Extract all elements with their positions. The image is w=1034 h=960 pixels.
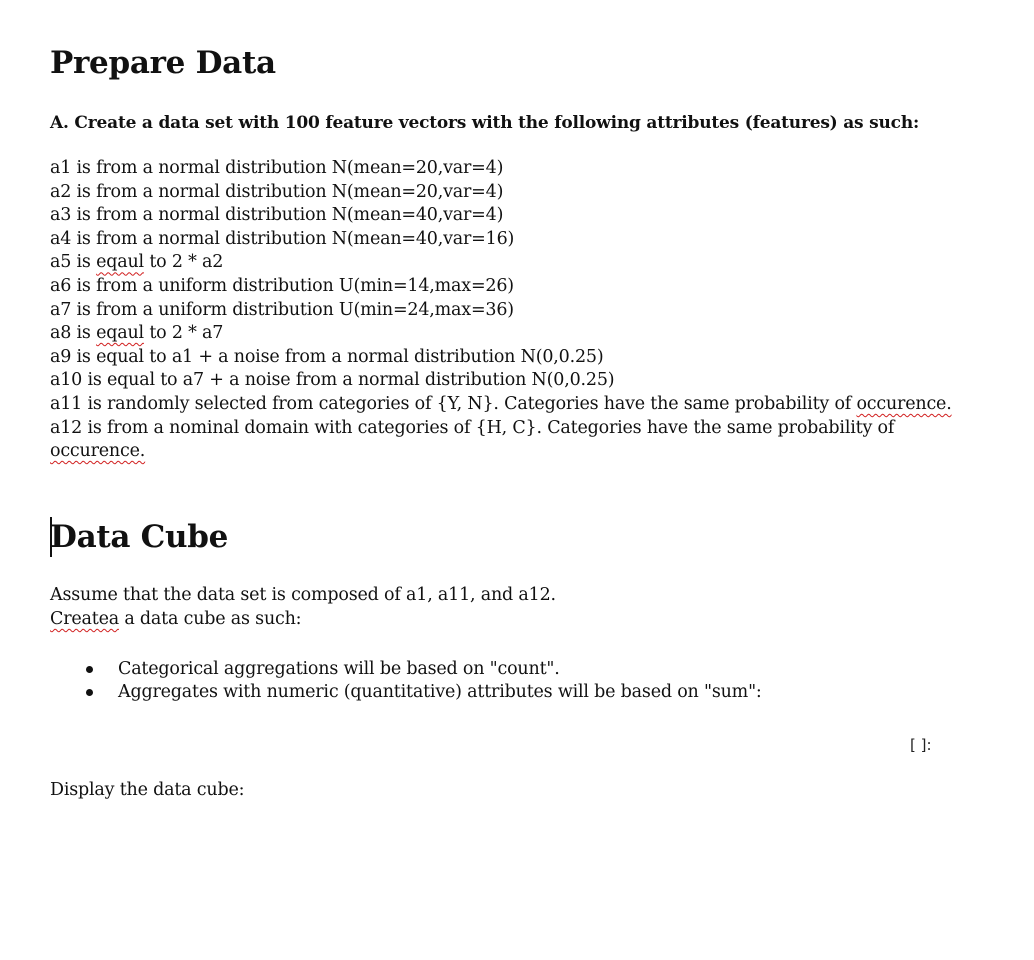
data-cube-heading: Data Cube: [50, 519, 229, 555]
attribute-line-a3: a3 is from a normal distribution N(mean=40,var=4): [50, 205, 504, 226]
a5-prefix: a5 is: [50, 252, 97, 273]
attribute-line-a10: a10 is equal to a7 + a noise from a normal distribution N(0,0.25): [50, 370, 615, 391]
attribute-line-a11: [50, 393, 952, 417]
attribute-line-a7: a7 is from a uniform distribution U(min=24,max=36): [50, 299, 514, 320]
attribute-list: [50, 157, 952, 464]
a11-prefix: a11 is randomly selected from categories of {Y, N}. Categories have the same probability of: [50, 393, 857, 414]
aggregation-bullet-list: [50, 658, 762, 704]
misspelled-word[interactable]: eqaul: [96, 323, 144, 344]
bullet-item-sum: [50, 681, 762, 704]
dataset-subheading: A. Create a data set with 100 feature vectors with the following attributes (features) as such:: [50, 113, 920, 133]
a5-suffix: to 2 * a2: [143, 252, 224, 273]
attribute-line-a5: [50, 251, 930, 275]
attribute-line-a1: a1 is from a normal distribution N(mean=20,var=4): [50, 158, 504, 178]
attribute-line-a9: a9 is equal to a1 + a noise from a normal distribution N(0,0.25): [50, 346, 604, 367]
assumption-paragraph: Assume that the data set is composed of a1, a11, and a12.: [50, 585, 556, 605]
bullet-dot-icon: [86, 689, 93, 696]
bullet-text: Categorical aggregations will be based on "count".: [118, 659, 560, 679]
attribute-line-a2: a2 is from a normal distribution N(mean=20,var=4): [50, 181, 504, 202]
bullet-text: Aggregates with numeric (quantitative) attributes will be based on "sum":: [118, 682, 762, 702]
code-cell-prompt[interactable]: [ ]:: [910, 736, 932, 754]
misspelled-word[interactable]: eqaul: [96, 252, 144, 273]
create-cube-text: a data cube as such:: [118, 609, 302, 629]
bullet-item-count: [50, 658, 762, 681]
attribute-line-a12: a12 is from a nominal domain with categories of {H, C}. Categories have the same probability of: [50, 417, 895, 438]
a8-prefix: a8 is: [50, 323, 97, 344]
attribute-line-a8: [50, 322, 930, 346]
create-cube-paragraph: [50, 608, 301, 631]
attribute-line-a6: a6 is from a uniform distribution U(min=14,max=26): [50, 275, 514, 296]
misspelled-word[interactable]: occurence.: [50, 441, 146, 462]
bullet-dot-icon: [86, 666, 93, 673]
misspelled-word[interactable]: Createa: [50, 609, 119, 629]
prepare-data-heading: Prepare Data: [50, 45, 276, 81]
misspelled-word[interactable]: occurence.: [856, 393, 952, 414]
attribute-line-a4: a4 is from a normal distribution N(mean=40,var=16): [50, 228, 515, 249]
a8-suffix: to 2 * a7: [143, 323, 224, 344]
attribute-line-a12-wrap: [50, 440, 930, 464]
display-cube-label: Display the data cube:: [50, 780, 245, 800]
